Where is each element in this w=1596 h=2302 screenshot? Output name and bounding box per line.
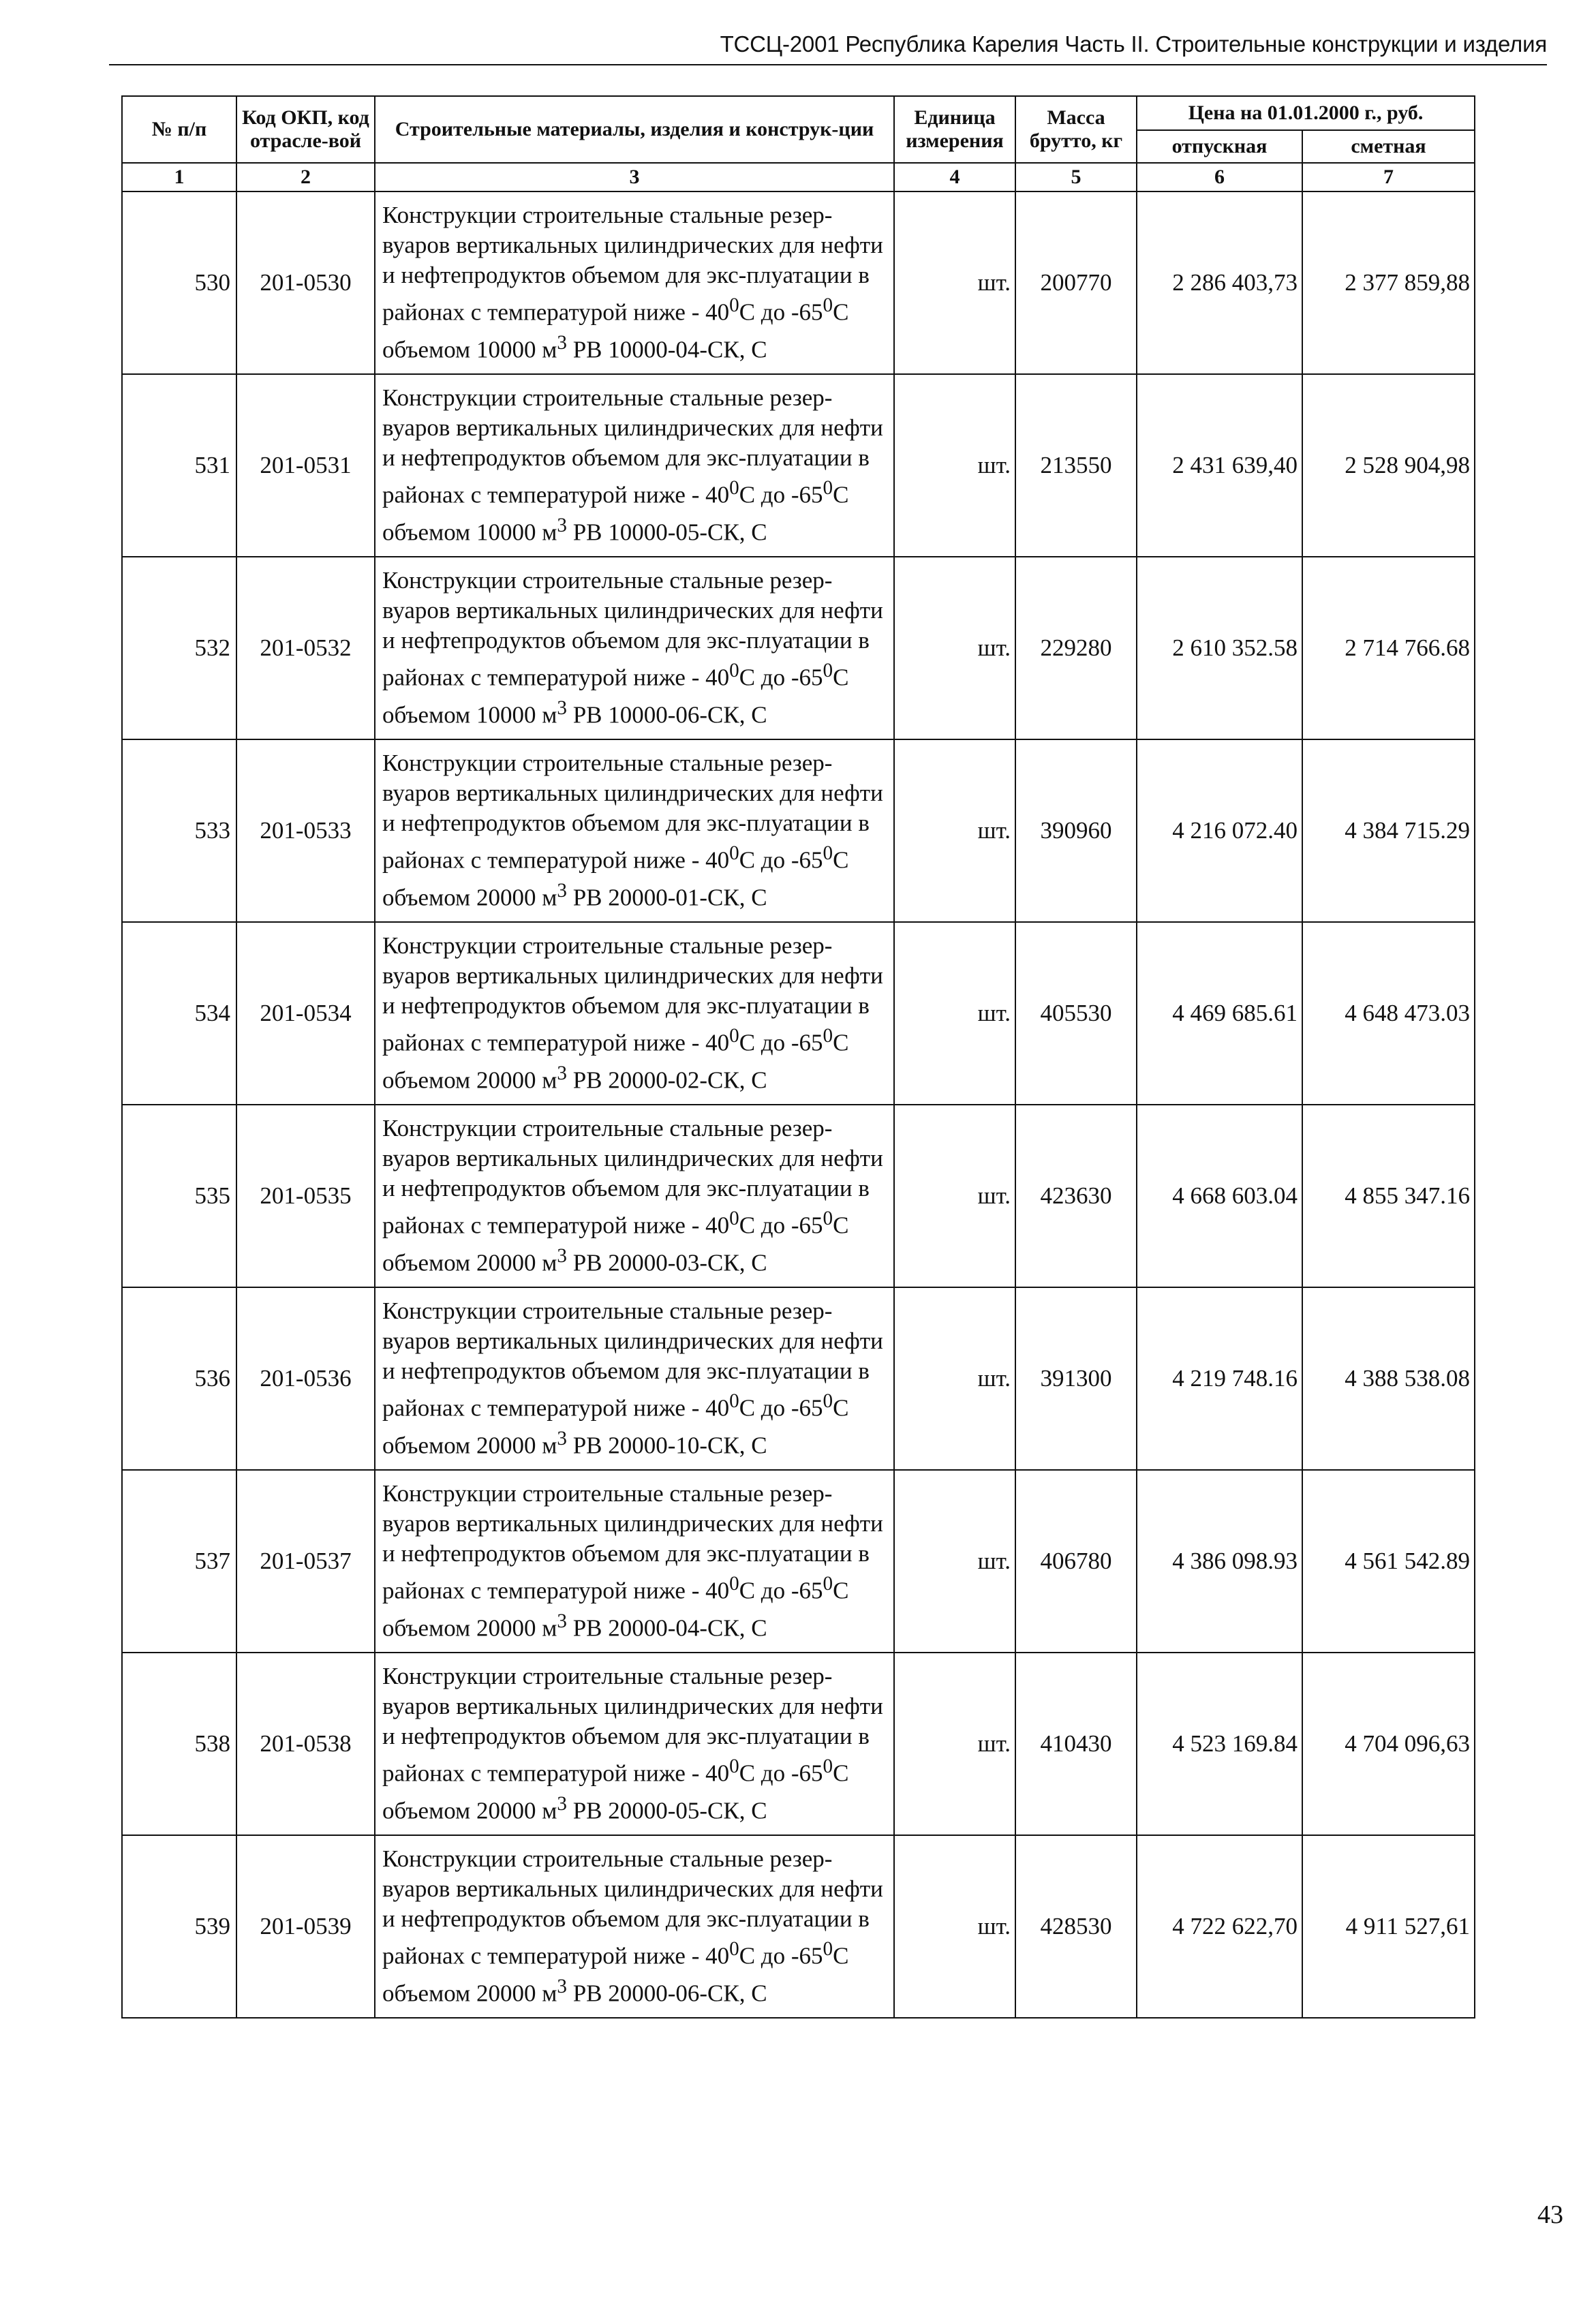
row-price-release: 2 286 403,73 bbox=[1137, 191, 1302, 374]
description-prefix: Конструкции строительные стальные резер-вуаров вертикальных цилиндрических для нефти и нефтепродуктов объемом для экс-плуатации в районах с температурой ниже - 40 bbox=[382, 1298, 883, 1422]
description-unit: м bbox=[536, 1066, 557, 1094]
header-code: Код ОКП, код отрасле-вой bbox=[236, 96, 375, 163]
description-unit: м bbox=[536, 1614, 557, 1642]
table-row bbox=[122, 557, 1475, 739]
row-description bbox=[375, 191, 894, 374]
description-volume-label: С объемом bbox=[382, 482, 849, 546]
row-number: 530 bbox=[122, 191, 236, 374]
column-number: 1 bbox=[122, 163, 236, 191]
description-volume-label: С объемом bbox=[382, 847, 849, 911]
description-mark: РВ 20000-10-СК, С bbox=[566, 1432, 767, 1459]
description-volume: 20000 bbox=[476, 1432, 536, 1459]
header-price-group: Цена на 01.01.2000 г., руб. bbox=[1137, 96, 1475, 130]
description-temp: С до -65 bbox=[739, 1030, 823, 1056]
degree-mark: 0 bbox=[823, 1755, 833, 1778]
column-number: 7 bbox=[1302, 163, 1475, 191]
table-row bbox=[122, 191, 1475, 374]
description-volume-label: С объемом bbox=[382, 664, 849, 728]
column-number: 4 bbox=[894, 163, 1015, 191]
row-description bbox=[375, 1105, 894, 1287]
row-price-estimate: 4 911 527,61 bbox=[1302, 1835, 1475, 2018]
description-mark: РВ 10000-06-СК, С bbox=[566, 701, 767, 728]
row-price-release: 4 722 622,70 bbox=[1137, 1835, 1302, 2018]
row-mass: 423630 bbox=[1015, 1105, 1137, 1287]
description-mark: РВ 10000-04-СК, С bbox=[566, 336, 767, 363]
table-row bbox=[122, 1105, 1475, 1287]
description-volume-label: С объемом bbox=[382, 1212, 849, 1276]
table-row bbox=[122, 1835, 1475, 2018]
row-unit: шт. bbox=[894, 739, 1015, 922]
description-temp: С до -65 bbox=[739, 1943, 823, 1969]
row-number: 535 bbox=[122, 1105, 236, 1287]
description-unit: м bbox=[536, 1432, 557, 1459]
row-number: 531 bbox=[122, 374, 236, 557]
description-temp: С до -65 bbox=[739, 1212, 823, 1239]
row-description bbox=[375, 739, 894, 922]
column-number: 5 bbox=[1015, 163, 1137, 191]
row-unit: шт. bbox=[894, 1105, 1015, 1287]
row-unit: шт. bbox=[894, 1835, 1015, 2018]
description-volume: 20000 bbox=[476, 1797, 536, 1824]
description-unit: м bbox=[536, 1980, 557, 2007]
description-volume: 20000 bbox=[476, 1249, 536, 1276]
description-volume-label: С объемом bbox=[382, 1578, 849, 1642]
description-temp: С до -65 bbox=[739, 664, 823, 691]
description-volume: 10000 bbox=[476, 336, 536, 363]
cube-mark: 3 bbox=[557, 1610, 567, 1632]
description-temp: С до -65 bbox=[739, 482, 823, 508]
row-description bbox=[375, 922, 894, 1105]
degree-mark: 0 bbox=[729, 842, 739, 865]
column-number: 6 bbox=[1137, 163, 1302, 191]
description-volume-label: С объемом bbox=[382, 1395, 849, 1459]
cube-mark: 3 bbox=[557, 1793, 567, 1815]
row-number: 538 bbox=[122, 1653, 236, 1835]
degree-mark: 0 bbox=[823, 1025, 833, 1047]
row-unit: шт. bbox=[894, 1653, 1015, 1835]
description-unit: м bbox=[536, 336, 557, 363]
description-mark: РВ 20000-06-СК, С bbox=[566, 1980, 767, 2007]
cube-mark: 3 bbox=[557, 515, 567, 536]
degree-mark: 0 bbox=[729, 1025, 739, 1047]
header-mass: Масса брутто, кг bbox=[1015, 96, 1137, 163]
description-temp: С до -65 bbox=[739, 1760, 823, 1787]
row-number: 534 bbox=[122, 922, 236, 1105]
description-temp: С до -65 bbox=[739, 847, 823, 874]
table-row bbox=[122, 1287, 1475, 1470]
degree-mark: 0 bbox=[823, 1938, 833, 1961]
header-num: № п/п bbox=[122, 96, 236, 163]
row-price-estimate: 2 377 859,88 bbox=[1302, 191, 1475, 374]
header-unit: Единица измерения bbox=[894, 96, 1015, 163]
header-name: Строительные материалы, изделия и конструк-ции bbox=[375, 96, 894, 163]
degree-mark: 0 bbox=[823, 1208, 833, 1230]
description-volume-label: С объемом bbox=[382, 1760, 849, 1824]
degree-mark: 0 bbox=[823, 477, 833, 500]
row-code: 201-0537 bbox=[236, 1470, 375, 1653]
row-code: 201-0531 bbox=[236, 374, 375, 557]
column-number: 2 bbox=[236, 163, 375, 191]
row-price-release: 4 386 098.93 bbox=[1137, 1470, 1302, 1653]
row-unit: шт. bbox=[894, 374, 1015, 557]
degree-mark: 0 bbox=[823, 1573, 833, 1595]
row-code: 201-0534 bbox=[236, 922, 375, 1105]
header-price-estimate: сметная bbox=[1302, 130, 1475, 163]
row-price-estimate: 4 648 473.03 bbox=[1302, 922, 1475, 1105]
table-body bbox=[122, 191, 1475, 2018]
degree-mark: 0 bbox=[729, 1938, 739, 1961]
description-volume: 20000 bbox=[476, 1066, 536, 1094]
row-mass: 390960 bbox=[1015, 739, 1137, 922]
row-number: 539 bbox=[122, 1835, 236, 2018]
cube-mark: 3 bbox=[557, 1428, 567, 1449]
cube-mark: 3 bbox=[557, 697, 567, 719]
row-description bbox=[375, 374, 894, 557]
degree-mark: 0 bbox=[729, 294, 739, 317]
degree-mark: 0 bbox=[729, 660, 739, 682]
header-price-release: отпускная bbox=[1137, 130, 1302, 163]
row-number: 532 bbox=[122, 557, 236, 739]
row-code: 201-0532 bbox=[236, 557, 375, 739]
row-number: 536 bbox=[122, 1287, 236, 1470]
row-unit: шт. bbox=[894, 1470, 1015, 1653]
cube-mark: 3 bbox=[557, 332, 567, 354]
cube-mark: 3 bbox=[557, 880, 567, 902]
cube-mark: 3 bbox=[557, 1976, 567, 1997]
row-price-release: 4 216 072.40 bbox=[1137, 739, 1302, 922]
description-volume-label: С объемом bbox=[382, 299, 849, 363]
description-unit: м bbox=[536, 519, 557, 546]
description-volume: 20000 bbox=[476, 1980, 536, 2007]
row-price-release: 4 469 685.61 bbox=[1137, 922, 1302, 1105]
price-table bbox=[121, 95, 1475, 2019]
description-volume: 10000 bbox=[476, 519, 536, 546]
running-header: ТССЦ-2001 Республика Карелия Часть II. Строительные конструкции и изделия bbox=[720, 31, 1547, 57]
description-mark: РВ 10000-05-СК, С bbox=[566, 519, 767, 546]
row-price-estimate: 2 714 766.68 bbox=[1302, 557, 1475, 739]
row-code: 201-0536 bbox=[236, 1287, 375, 1470]
row-mass: 428530 bbox=[1015, 1835, 1137, 2018]
row-description bbox=[375, 1653, 894, 1835]
row-price-estimate: 2 528 904,98 bbox=[1302, 374, 1475, 557]
row-number: 537 bbox=[122, 1470, 236, 1653]
table-row bbox=[122, 1653, 1475, 1835]
description-temp: С до -65 bbox=[739, 1395, 823, 1422]
description-mark: РВ 20000-02-СК, С bbox=[566, 1066, 767, 1094]
description-prefix: Конструкции строительные стальные резер-вуаров вертикальных цилиндрических для нефти и нефтепродуктов объемом для экс-плуатации в районах с температурой ниже - 40 bbox=[382, 1663, 883, 1787]
degree-mark: 0 bbox=[729, 1390, 739, 1413]
description-prefix: Конструкции строительные стальные резер-вуаров вертикальных цилиндрических для нефти и нефтепродуктов объемом для экс-плуатации в районах с температурой ниже - 40 bbox=[382, 1480, 883, 1604]
row-mass: 391300 bbox=[1015, 1287, 1137, 1470]
description-temp: С до -65 bbox=[739, 299, 823, 326]
description-prefix: Конструкции строительные стальные резер-вуаров вертикальных цилиндрических для нефти и нефтепродуктов объемом для экс-плуатации в районах с температурой ниже - 40 bbox=[382, 1845, 883, 1969]
row-price-estimate: 4 561 542.89 bbox=[1302, 1470, 1475, 1653]
description-mark: РВ 20000-05-СК, С bbox=[566, 1797, 767, 1824]
description-prefix: Конструкции строительные стальные резер-вуаров вертикальных цилиндрических для нефти и нефтепродуктов объемом для экс-плуатации в районах с температурой ниже - 40 bbox=[382, 384, 883, 508]
row-mass: 229280 bbox=[1015, 557, 1137, 739]
description-mark: РВ 20000-04-СК, С bbox=[566, 1614, 767, 1642]
table-row bbox=[122, 739, 1475, 922]
description-prefix: Конструкции строительные стальные резер-вуаров вертикальных цилиндрических для нефти и нефтепродуктов объемом для экс-плуатации в районах с температурой ниже - 40 bbox=[382, 202, 883, 326]
page-number: 43 bbox=[1537, 2200, 1563, 2229]
row-mass: 200770 bbox=[1015, 191, 1137, 374]
row-unit: шт. bbox=[894, 557, 1015, 739]
description-unit: м bbox=[536, 1797, 557, 1824]
row-description bbox=[375, 1287, 894, 1470]
row-price-estimate: 4 704 096,63 bbox=[1302, 1653, 1475, 1835]
degree-mark: 0 bbox=[823, 294, 833, 317]
row-code: 201-0533 bbox=[236, 739, 375, 922]
degree-mark: 0 bbox=[823, 660, 833, 682]
table-row bbox=[122, 374, 1475, 557]
row-price-estimate: 4 855 347.16 bbox=[1302, 1105, 1475, 1287]
description-volume-label: С объемом bbox=[382, 1030, 849, 1094]
description-prefix: Конструкции строительные стальные резер-вуаров вертикальных цилиндрических для нефти и нефтепродуктов объемом для экс-плуатации в районах с температурой ниже - 40 bbox=[382, 1115, 883, 1239]
row-mass: 410430 bbox=[1015, 1653, 1137, 1835]
row-unit: шт. bbox=[894, 191, 1015, 374]
row-unit: шт. bbox=[894, 1287, 1015, 1470]
description-prefix: Конструкции строительные стальные резер-вуаров вертикальных цилиндрических для нефти и нефтепродуктов объемом для экс-плуатации в районах с температурой ниже - 40 bbox=[382, 750, 883, 874]
description-unit: м bbox=[536, 884, 557, 911]
degree-mark: 0 bbox=[823, 842, 833, 865]
row-price-release: 2 431 639,40 bbox=[1137, 374, 1302, 557]
header-row bbox=[122, 96, 1475, 130]
table-row bbox=[122, 922, 1475, 1105]
degree-mark: 0 bbox=[823, 1390, 833, 1413]
row-code: 201-0538 bbox=[236, 1653, 375, 1835]
description-prefix: Конструкции строительные стальные резер-вуаров вертикальных цилиндрических для нефти и нефтепродуктов объемом для экс-плуатации в районах с температурой ниже - 40 bbox=[382, 932, 883, 1056]
description-volume: 20000 bbox=[476, 1614, 536, 1642]
degree-mark: 0 bbox=[729, 1208, 739, 1230]
row-description bbox=[375, 557, 894, 739]
description-temp: С до -65 bbox=[739, 1578, 823, 1604]
row-code: 201-0535 bbox=[236, 1105, 375, 1287]
description-unit: м bbox=[536, 1249, 557, 1276]
row-unit: шт. bbox=[894, 922, 1015, 1105]
degree-mark: 0 bbox=[729, 1573, 739, 1595]
row-price-estimate: 4 384 715.29 bbox=[1302, 739, 1475, 922]
description-mark: РВ 20000-01-СК, С bbox=[566, 884, 767, 911]
header-rule bbox=[109, 64, 1547, 65]
row-code: 201-0539 bbox=[236, 1835, 375, 2018]
row-mass: 213550 bbox=[1015, 374, 1137, 557]
row-description bbox=[375, 1835, 894, 2018]
row-mass: 406780 bbox=[1015, 1470, 1137, 1653]
cube-mark: 3 bbox=[557, 1245, 567, 1267]
row-description bbox=[375, 1470, 894, 1653]
row-price-release: 4 219 748.16 bbox=[1137, 1287, 1302, 1470]
column-number-row bbox=[122, 163, 1475, 191]
row-price-release: 4 523 169.84 bbox=[1137, 1653, 1302, 1835]
row-price-release: 4 668 603.04 bbox=[1137, 1105, 1302, 1287]
description-volume-label: С объемом bbox=[382, 1943, 849, 2007]
description-mark: РВ 20000-03-СК, С bbox=[566, 1249, 767, 1276]
row-mass: 405530 bbox=[1015, 922, 1137, 1105]
degree-mark: 0 bbox=[729, 477, 739, 500]
description-volume: 20000 bbox=[476, 884, 536, 911]
description-unit: м bbox=[536, 701, 557, 728]
row-price-estimate: 4 388 538.08 bbox=[1302, 1287, 1475, 1470]
description-volume: 10000 bbox=[476, 701, 536, 728]
table-row bbox=[122, 1470, 1475, 1653]
row-price-release: 2 610 352.58 bbox=[1137, 557, 1302, 739]
cube-mark: 3 bbox=[557, 1062, 567, 1084]
row-number: 533 bbox=[122, 739, 236, 922]
row-code: 201-0530 bbox=[236, 191, 375, 374]
column-number: 3 bbox=[375, 163, 894, 191]
degree-mark: 0 bbox=[729, 1755, 739, 1778]
description-prefix: Конструкции строительные стальные резер-вуаров вертикальных цилиндрических для нефти и нефтепродуктов объемом для экс-плуатации в районах с температурой ниже - 40 bbox=[382, 567, 883, 691]
